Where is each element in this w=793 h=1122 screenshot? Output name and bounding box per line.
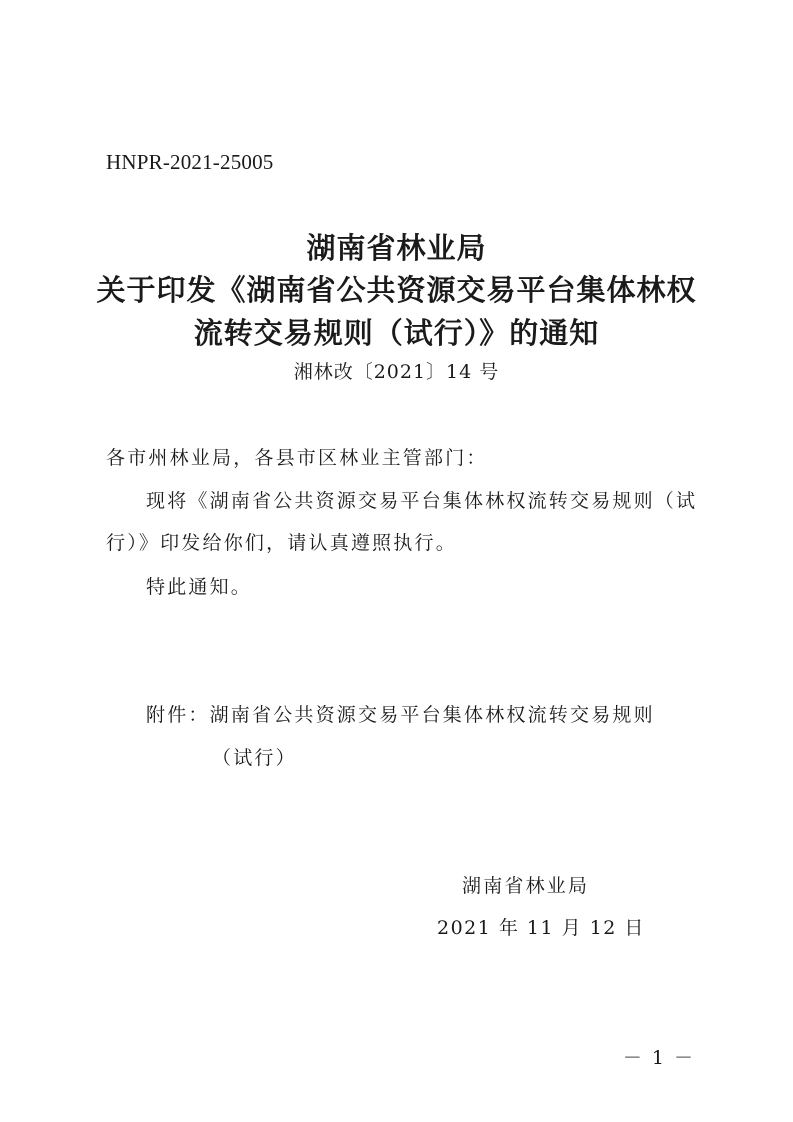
title-line-3: 流转交易规则（试行）》的通知 (193, 316, 600, 350)
attachment-line-2: （试行） (212, 747, 297, 769)
title-issuer: 湖南省林业局 (306, 231, 487, 265)
document-number: 湘林改〔2021〕14 号 (293, 361, 500, 383)
page-number: － 1 － (622, 1047, 695, 1069)
paragraph-2: 特此通知。 (146, 576, 253, 598)
signature-issuer: 湖南省林业局 (462, 875, 590, 897)
salutation: 各市州林业局，各县市区林业主管部门： (106, 447, 488, 469)
document-code: HNPR-2021-25005 (106, 150, 274, 174)
attachment-line-1: 附件：湖南省公共资源交易平台集体林权流转交易规则 (146, 704, 655, 726)
paragraph-1-line-2: 行）》印发给你们，请认真遵照执行。 (106, 532, 457, 554)
signature-date: 2021 年 11 月 12 日 (437, 917, 645, 939)
paragraph-1-line-1: 现将《湖南省公共资源交易平台集体林权流转交易规则（试 (146, 490, 698, 512)
title-line-2: 关于印发《湖南省公共资源交易平台集体林权 (96, 273, 697, 307)
